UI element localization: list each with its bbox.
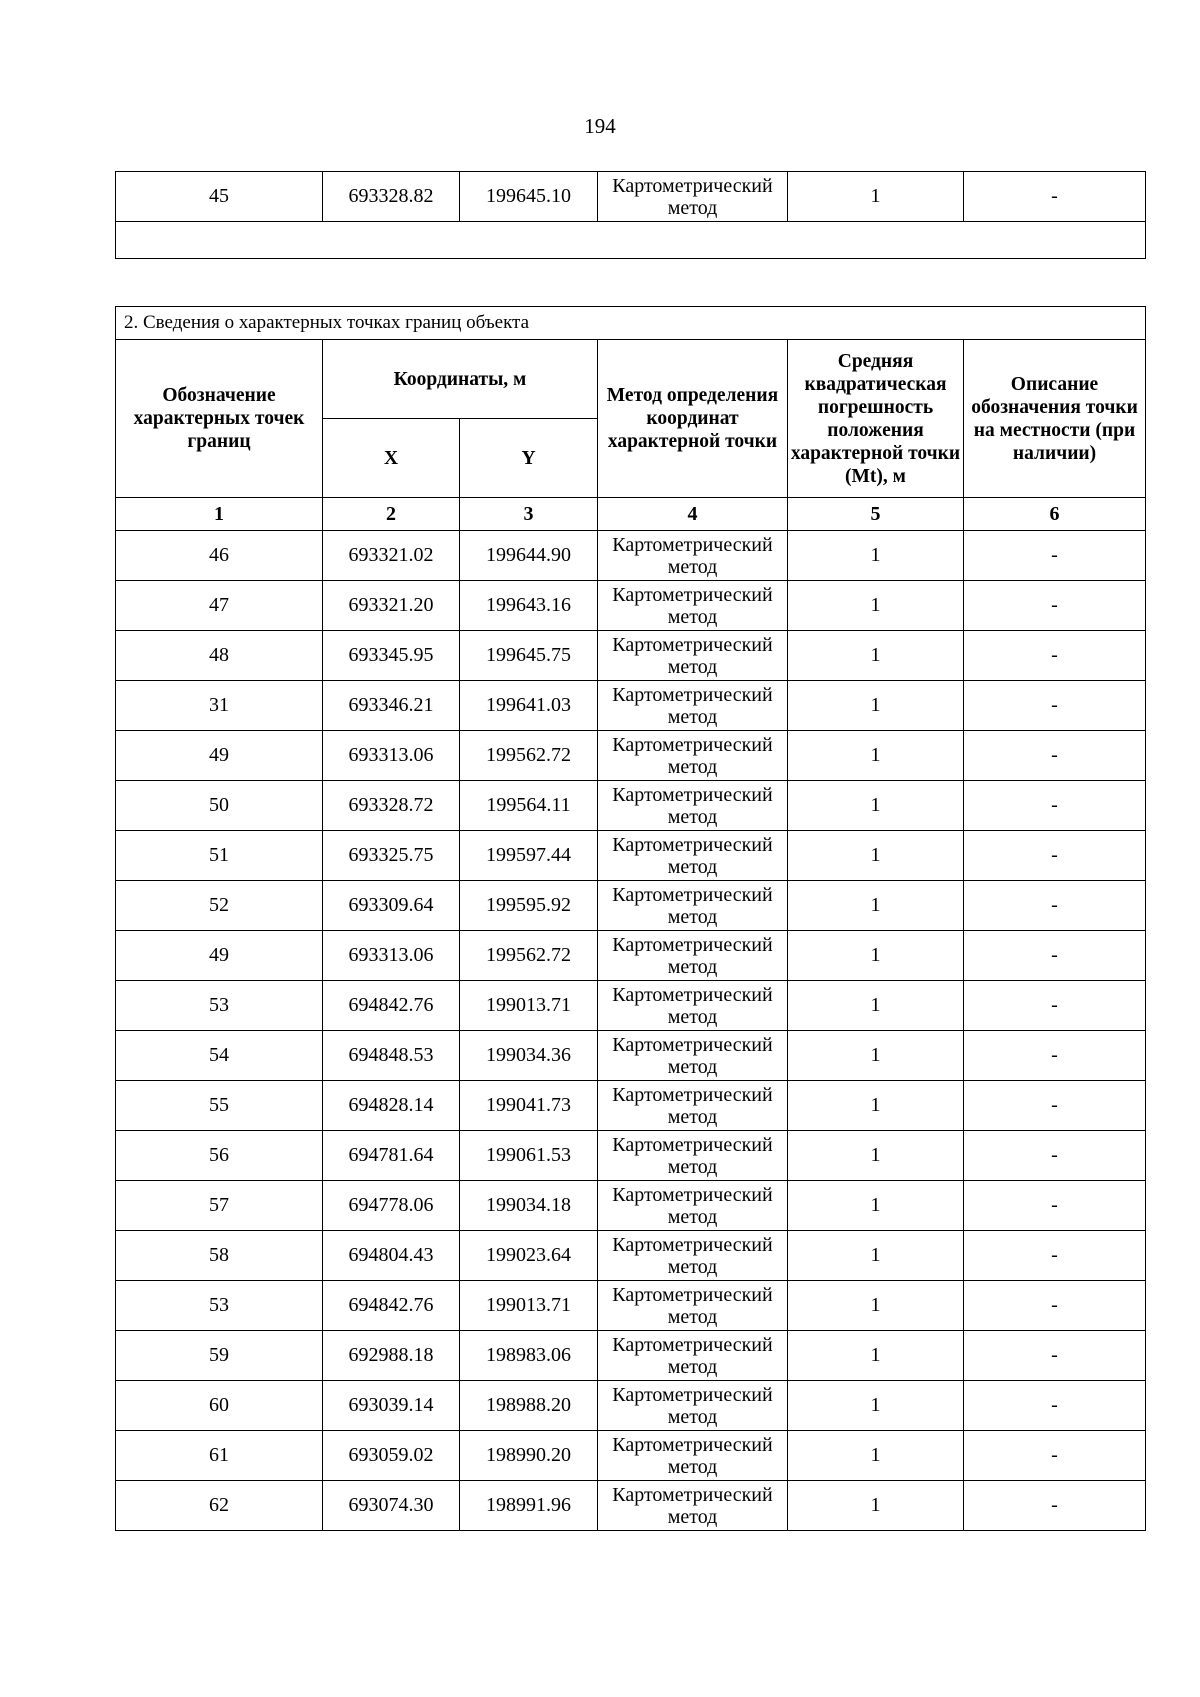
y-cell: 199644.90 — [460, 531, 598, 581]
desc-cell: - — [964, 1131, 1146, 1181]
method-text: Картометрический — [612, 683, 773, 706]
table-row — [116, 172, 1146, 222]
desc-cell: - — [964, 631, 1146, 681]
table-row — [116, 1381, 1146, 1431]
header-error: Средняя квадратическая погрешность положения характерной точки (Mt), м — [788, 340, 964, 498]
table-row — [116, 1131, 1146, 1181]
header-point: Обозначение характерных точек границ — [116, 340, 323, 498]
point-cell: 60 — [116, 1381, 323, 1431]
x-cell: 694781.64 — [323, 1131, 460, 1181]
method-text: Картометрический — [612, 633, 773, 656]
method-cell — [598, 172, 788, 222]
y-cell: 199564.11 — [460, 781, 598, 831]
error-cell: 1 — [788, 531, 964, 581]
error-cell: 1 — [788, 1331, 964, 1381]
method-text: Картометрический — [612, 833, 773, 856]
x-cell: 693325.75 — [323, 831, 460, 881]
point-cell: 45 — [116, 172, 323, 222]
error-cell: 1 — [788, 1281, 964, 1331]
error-cell: 1 — [788, 731, 964, 781]
error-cell: 1 — [788, 931, 964, 981]
method-cell — [598, 581, 788, 631]
method-cell — [598, 631, 788, 681]
point-cell: 52 — [116, 881, 323, 931]
point-cell: 55 — [116, 1081, 323, 1131]
desc-cell: - — [964, 172, 1146, 222]
y-cell: 199595.92 — [460, 881, 598, 931]
desc-cell: - — [964, 831, 1146, 881]
method-cell — [598, 1131, 788, 1181]
table-row — [116, 831, 1146, 881]
point-cell: 59 — [116, 1331, 323, 1381]
point-cell: 49 — [116, 731, 323, 781]
method-text: метод — [667, 855, 718, 878]
boundary-points-table — [115, 306, 1146, 1531]
header-num-3: 3 — [460, 498, 598, 531]
method-cell — [598, 1181, 788, 1231]
error-cell: 1 — [788, 1081, 964, 1131]
header-desc: Описание обозначения точки на местности (при наличии) — [964, 340, 1146, 498]
method-text: метод — [667, 1105, 718, 1128]
x-cell: 693313.06 — [323, 731, 460, 781]
method-text: метод — [667, 955, 718, 978]
method-text: Картометрический — [612, 1133, 773, 1156]
blank-cell — [116, 222, 1146, 259]
desc-cell: - — [964, 881, 1146, 931]
desc-cell: - — [964, 581, 1146, 631]
x-cell: 693039.14 — [323, 1381, 460, 1431]
x-cell: 693328.72 — [323, 781, 460, 831]
method-text: метод — [667, 1155, 718, 1178]
method-text: метод — [667, 755, 718, 778]
y-cell: 199645.75 — [460, 631, 598, 681]
x-cell: 693328.82 — [323, 172, 460, 222]
point-cell: 46 — [116, 531, 323, 581]
method-cell — [598, 1281, 788, 1331]
y-cell: 199041.73 — [460, 1081, 598, 1131]
desc-cell: - — [964, 1281, 1146, 1331]
y-cell: 198990.20 — [460, 1431, 598, 1481]
point-cell: 53 — [116, 1281, 323, 1331]
method-text: Картометрический — [612, 583, 773, 606]
method-text: метод — [667, 196, 718, 219]
method-text: метод — [667, 805, 718, 828]
desc-cell: - — [964, 531, 1146, 581]
x-cell: 694778.06 — [323, 1181, 460, 1231]
table-row — [116, 731, 1146, 781]
header-num-6: 6 — [964, 498, 1146, 531]
table-row — [116, 1331, 1146, 1381]
method-text: Картометрический — [612, 1483, 773, 1506]
y-cell: 198988.20 — [460, 1381, 598, 1431]
point-cell: 62 — [116, 1481, 323, 1531]
error-cell: 1 — [788, 631, 964, 681]
y-cell: 199013.71 — [460, 981, 598, 1031]
error-cell: 1 — [788, 1031, 964, 1081]
table-row — [116, 581, 1146, 631]
point-cell: 57 — [116, 1181, 323, 1231]
desc-cell: - — [964, 1381, 1146, 1431]
x-cell: 693346.21 — [323, 681, 460, 731]
y-cell: 198983.06 — [460, 1331, 598, 1381]
y-cell: 199597.44 — [460, 831, 598, 881]
error-cell: 1 — [788, 1181, 964, 1231]
x-cell: 694842.76 — [323, 1281, 460, 1331]
method-text: метод — [667, 655, 718, 678]
y-cell: 198991.96 — [460, 1481, 598, 1531]
section-title: 2. Сведения о характерных точках границ объекта — [116, 307, 1146, 340]
method-text: Картометрический — [612, 1083, 773, 1106]
method-cell — [598, 1331, 788, 1381]
point-cell: 48 — [116, 631, 323, 681]
method-text: метод — [667, 1505, 718, 1528]
y-cell: 199013.71 — [460, 1281, 598, 1331]
y-cell: 199645.10 — [460, 172, 598, 222]
method-text: Картометрический — [612, 783, 773, 806]
method-cell — [598, 1231, 788, 1281]
header-method: Метод определения координат характерной точки — [598, 340, 788, 498]
method-text: Картометрический — [612, 883, 773, 906]
point-cell: 61 — [116, 1431, 323, 1481]
y-cell: 199061.53 — [460, 1131, 598, 1181]
desc-cell: - — [964, 1231, 1146, 1281]
desc-cell: - — [964, 931, 1146, 981]
header-num-4: 4 — [598, 498, 788, 531]
method-text: Картометрический — [612, 533, 773, 556]
y-cell: 199641.03 — [460, 681, 598, 731]
x-cell: 693309.64 — [323, 881, 460, 931]
method-text: метод — [667, 705, 718, 728]
method-cell — [598, 1081, 788, 1131]
x-cell: 694842.76 — [323, 981, 460, 1031]
method-text: метод — [667, 1455, 718, 1478]
y-cell: 199562.72 — [460, 931, 598, 981]
x-cell: 694828.14 — [323, 1081, 460, 1131]
table-row — [116, 1281, 1146, 1331]
x-cell: 693321.02 — [323, 531, 460, 581]
method-text: Картометрический — [612, 1433, 773, 1456]
desc-cell: - — [964, 1431, 1146, 1481]
x-cell: 693059.02 — [323, 1431, 460, 1481]
table-row — [116, 1031, 1146, 1081]
point-cell: 50 — [116, 781, 323, 831]
method-text: Картометрический — [612, 1383, 773, 1406]
method-cell — [598, 1381, 788, 1431]
x-cell: 693321.20 — [323, 581, 460, 631]
method-text: метод — [667, 1255, 718, 1278]
desc-cell: - — [964, 781, 1146, 831]
error-cell: 1 — [788, 581, 964, 631]
x-cell: 693074.30 — [323, 1481, 460, 1531]
x-cell: 693345.95 — [323, 631, 460, 681]
point-cell: 56 — [116, 1131, 323, 1181]
desc-cell: - — [964, 981, 1146, 1031]
desc-cell: - — [964, 1031, 1146, 1081]
error-cell: 1 — [788, 831, 964, 881]
previous-page-table — [115, 171, 1146, 259]
method-text: Картометрический — [612, 174, 773, 197]
y-cell: 199034.18 — [460, 1181, 598, 1231]
table-row — [116, 1181, 1146, 1231]
point-cell: 31 — [116, 681, 323, 731]
blank-row — [116, 222, 1146, 259]
method-text: Картометрический — [612, 1233, 773, 1256]
method-cell — [598, 931, 788, 981]
method-text: метод — [667, 1405, 718, 1428]
method-text: Картометрический — [612, 1333, 773, 1356]
table-row — [116, 1081, 1146, 1131]
table-row — [116, 1431, 1146, 1481]
method-text: Картометрический — [612, 983, 773, 1006]
table-row — [116, 981, 1146, 1031]
method-text: метод — [667, 905, 718, 928]
method-cell — [598, 1031, 788, 1081]
y-cell: 199034.36 — [460, 1031, 598, 1081]
error-cell: 1 — [788, 1481, 964, 1531]
method-cell — [598, 981, 788, 1031]
header-num-1: 1 — [116, 498, 323, 531]
method-text: метод — [667, 1055, 718, 1078]
table-row — [116, 531, 1146, 581]
method-cell — [598, 831, 788, 881]
method-text: Картометрический — [612, 1033, 773, 1056]
method-cell — [598, 681, 788, 731]
desc-cell: - — [964, 1481, 1146, 1531]
error-cell: 1 — [788, 1431, 964, 1481]
method-cell — [598, 1481, 788, 1531]
method-text: метод — [667, 1005, 718, 1028]
table-row — [116, 931, 1146, 981]
method-cell — [598, 531, 788, 581]
desc-cell: - — [964, 681, 1146, 731]
point-cell: 54 — [116, 1031, 323, 1081]
header-x: X — [323, 419, 460, 498]
x-cell: 693313.06 — [323, 931, 460, 981]
error-cell: 1 — [788, 1131, 964, 1181]
error-cell: 1 — [788, 681, 964, 731]
method-text: метод — [667, 1355, 718, 1378]
point-cell: 58 — [116, 1231, 323, 1281]
method-text: метод — [667, 605, 718, 628]
method-text: метод — [667, 555, 718, 578]
point-cell: 51 — [116, 831, 323, 881]
error-cell: 1 — [788, 981, 964, 1031]
error-cell: 1 — [788, 172, 964, 222]
error-cell: 1 — [788, 1381, 964, 1431]
y-cell: 199643.16 — [460, 581, 598, 631]
method-text: Картометрический — [612, 933, 773, 956]
error-cell: 1 — [788, 881, 964, 931]
table-row — [116, 1481, 1146, 1531]
method-cell — [598, 731, 788, 781]
header-num-2: 2 — [323, 498, 460, 531]
method-text: Картометрический — [612, 733, 773, 756]
point-cell: 47 — [116, 581, 323, 631]
header-y: Y — [460, 419, 598, 498]
method-text: Картометрический — [612, 1283, 773, 1306]
y-cell: 199023.64 — [460, 1231, 598, 1281]
header-num-5: 5 — [788, 498, 964, 531]
header-coords: Координаты, м — [323, 340, 598, 419]
desc-cell: - — [964, 1081, 1146, 1131]
point-cell: 53 — [116, 981, 323, 1031]
method-cell — [598, 881, 788, 931]
error-cell: 1 — [788, 781, 964, 831]
table-row — [116, 881, 1146, 931]
point-cell: 49 — [116, 931, 323, 981]
page-number: 194 — [584, 114, 616, 138]
desc-cell: - — [964, 731, 1146, 781]
table-row — [116, 631, 1146, 681]
x-cell: 694804.43 — [323, 1231, 460, 1281]
table-row — [116, 1231, 1146, 1281]
method-text: метод — [667, 1205, 718, 1228]
desc-cell: - — [964, 1181, 1146, 1231]
error-cell: 1 — [788, 1231, 964, 1281]
method-cell — [598, 781, 788, 831]
desc-cell: - — [964, 1331, 1146, 1381]
method-text: Картометрический — [612, 1183, 773, 1206]
x-cell: 694848.53 — [323, 1031, 460, 1081]
y-cell: 199562.72 — [460, 731, 598, 781]
method-text: метод — [667, 1305, 718, 1328]
table-row — [116, 781, 1146, 831]
table-row — [116, 681, 1146, 731]
method-cell — [598, 1431, 788, 1481]
x-cell: 692988.18 — [323, 1331, 460, 1381]
